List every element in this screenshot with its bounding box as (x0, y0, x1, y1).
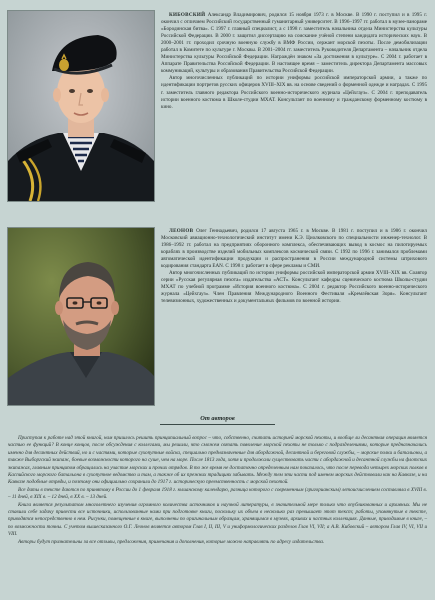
author-bio-paragraph: , родился 17 августа 1965 г. в Москве. В 1981 г. поступил и в 1986 г. окончил Московский авиационно-технологический институт имени К.Э. Циолковского по специальности инженер-технолог. В 1986–1992 гг. работал на предприятиях оборонного комплекса, обеспечивающих вывод в космос на пилотируемых кораблях в производстве изделий мобильных комплексов космической связи. С 1992 по 1996 г. занимался проблемами автоматической идентификации продукции и распространения в России международной системы штрихового кодирования стандарта EAN. С 1998 г. работает в сфере рекламы и СМИ. (161, 228, 427, 270)
author-portrait-kibovsky (7, 10, 155, 202)
author-portrait-leonov (7, 227, 155, 406)
foreword-paragraph: Все даты в тексте даются по принятому в России до 1 февраля 1918 г. юлианскому календарю, разница которого с современным (григорианским) летоисчислением составляла в XVIII в. – 11 дней, в XIX в. – 12 дней, в XX в. – 13 дней. (8, 486, 427, 501)
section-divider (160, 424, 275, 425)
author-bio-paragraph: Автор многочисленных публикаций по истории униформы российской императорской армии, а также по идентификации портретов русских офицеров XVIII–XIX вв. на основе сведений о форменной одежде и наградах. С 1995 г. заместитель главного редактора Российского военно-исторического журнала «Цейхгауз». С 2004 г. преподаватель истории военного костюма в Школе-студии МХАТ. Консультант по военному и гражданскому форменному костюму в кино. (161, 75, 427, 110)
author-surname: КИБОВСКИЙ (169, 12, 206, 18)
author-surname: ЛЕОНОВ (169, 228, 194, 234)
author-name: Олег Геннадьевич (196, 228, 237, 234)
author-bio-leonov (161, 228, 427, 306)
author-bio-paragraph: Автор многочисленных публикаций по истории униформы российской императорской армии XVIII–XIX вв. Соавтор серии «Русская регулярная пехота» издательства «АСТ». Консультант кафедры сценического костюма Школы-студии МХАТ по учебной программе «История военного костюма». С 2004 г. редактор Российского военно-исторического журнала «Цейхгауз». Член Правления Международного Военного Фестиваля «Кремлёвская Зоря». Консультант телевизионных, художественных и документальных фильмов по военной истории. (161, 270, 427, 305)
section-title: От авторов (200, 415, 235, 422)
author-bio-kibovsky (161, 12, 427, 111)
foreword-paragraph: Авторы будут признательны за все отзывы, предложения, примечания и дополнения, которые можно направлять по адресу издательства. (18, 538, 325, 545)
authors-foreword (8, 435, 427, 546)
author-bio-paragraph: , родился 15 ноября 1973 г. в Москве. В 1990 г. поступил и в 1995 г. окончил с отличием Российский государственный гуманитарный университет. В 1996–1997 гг. работал в музее-панораме «Бородинская битва». С 1997 г. главный специалист, а с 1998 г. заместитель начальника отдела Министерства культуры Российской Федерации. В 2000 г. защитил диссертацию на соискание учёной степени кандидата исторических наук. В 2000–2001 гг. проходил срочную военную службу в ВМФ России, сержант морской пехоты. После демобилизации работал в Комитете по культуре г. Москвы. В 2001–2004 гг. заместитель Руководителя Департамента – начальник отдела Министерства культуры Российской Федерации. Награждён знаком «За достижения в культуре». С 2004 г. работает в Аппарате Правительства Российской Федерации. В настоящее время – заместитель директора Департамента массовых коммуникаций, культуры и образования Правительства Российской Федерации. (161, 12, 427, 75)
author-name: Александр Владимирович (207, 12, 266, 18)
foreword-paragraph: Книга является результатом многолетнего изучения огромного количества источников и научной литературы, в значительной мере только что опубликованных и архивных. Мы не ставили себе задачу привести все источники, использованные нами при подготовке книги, поскольку их объем в несколько раз превышает этот текст; работы, упомянутые в тексте, приводятся непосредственно в нем. Рисунки, помещенные в книге, выполнены по оригинальным образцам, хранящимся в музеях, архивах и частных коллекциях. Данные, приводимые в книге, – по возможности точны. С учетом вышесказанного О.Г. Леонов является автором Глав I, II, III, V и униформологических разделов Глав VI, VII; а А.В. Кибовский – автором Глав IV, VI, VII и VIII. (8, 501, 427, 538)
foreword-paragraph: Приступая к работе над этой книгой, нам пришлось решить принципиальный вопрос – что, собственно, считать историей морской пехоты, и вообще ли десантная операция является частью ее функций? В конце концов, после обсуждения с коллегами, мы решили, что сможем связать появление морской пехоты не только с подразделениями, которые предназначались именно для десантных действий, но и с частями, которые сухопутные войска, специально предназначенные для абордажной, десантной и береговой службы, – морские полки и батальоны, а также Выборгский экипаж, боевые возможности которого на суше, чем на море. После 1813 года, хотя и продолжали существовать части с абордажной и десантной службы на флотских экипажах, главным принципом обращались на участие морских и прочих отрядов. В то же время не достаточно определенным нам показалось, что после перевода четырех морских полков в Каспийского морского батальона в сухопутное ведомство и там, а также об их прежних традициях забывать. Между тем эти части под именем морских действовали как на Кавказе, и на Кавказе подобные отряды, и поэтому они официально сохранили до 1917 г. историческую преемственность с морской пехотой. (8, 435, 427, 486)
